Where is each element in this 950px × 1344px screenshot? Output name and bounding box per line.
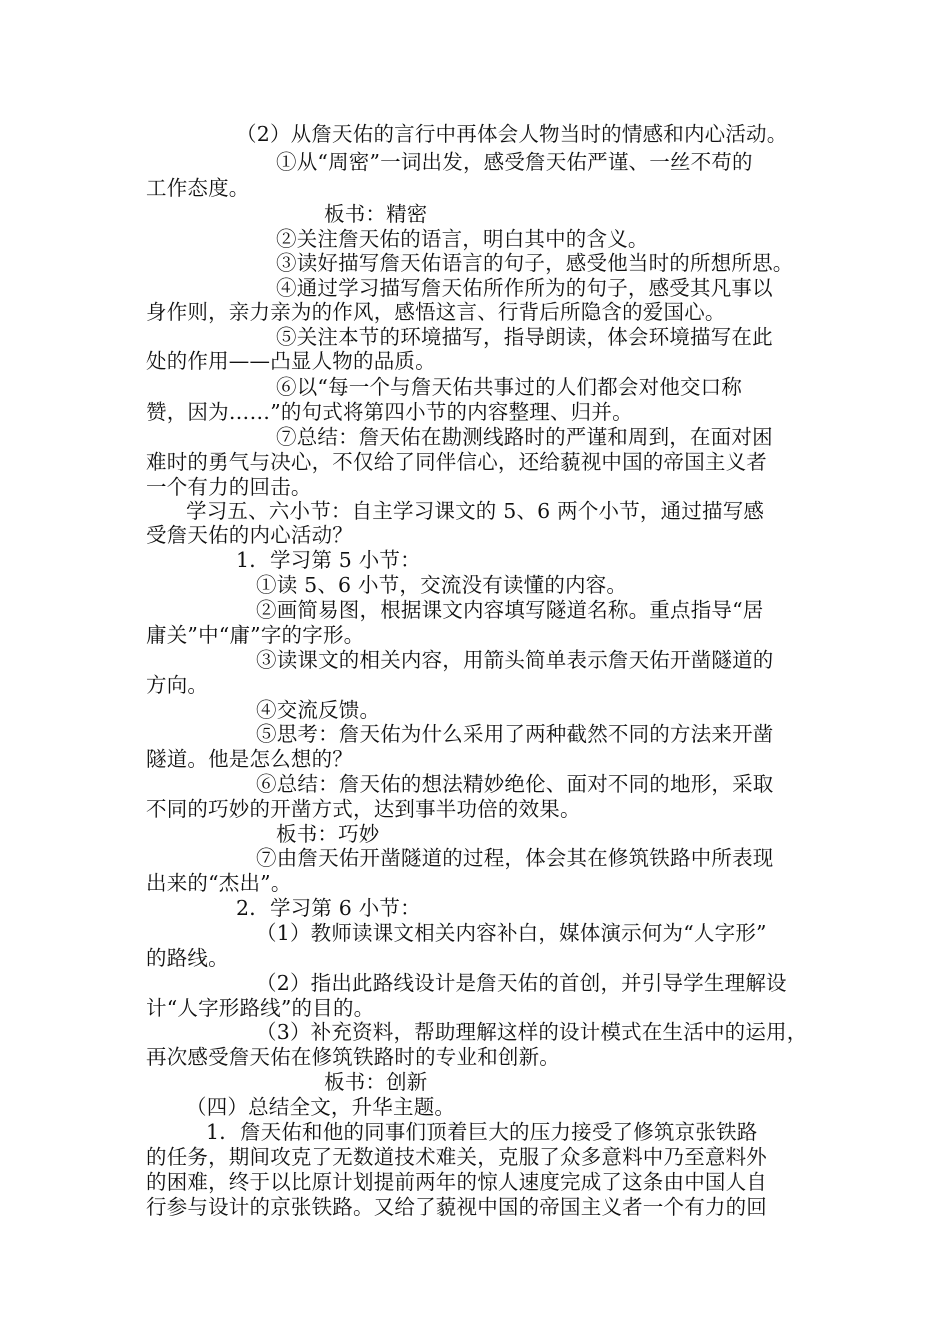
board-note: 板书：精密: [324, 202, 428, 226]
text-line: ⑥总结：詹天佑的想法精妙绝伦、面对不同的地形，采取: [256, 772, 774, 796]
text-line: 的路线。: [146, 946, 229, 970]
text-line: ②画简易图，根据课文内容填写隧道名称。重点指导“居: [256, 598, 764, 622]
board-note: 板书：创新: [324, 1070, 428, 1094]
text-line: ⑤关注本节的环境描写，指导朗读，体会环境描写在此: [276, 325, 773, 349]
text-line: 受詹天佑的内心活动？: [146, 523, 353, 547]
text-line: ⑦由詹天佑开凿隧道的过程，体会其在修筑铁路中所表现: [256, 846, 774, 870]
text-line: 计“人字形路线”的目的。: [146, 996, 375, 1020]
text-line: （2）指出此路线设计是詹天佑的首创，并引导学生理解设: [256, 971, 787, 995]
board-note: 板书：巧妙: [276, 822, 380, 846]
text-line: 方向。: [146, 673, 209, 697]
text-line: 身作则，亲力亲为的作风，感悟这言、行背后所隐含的爱国心。: [146, 300, 726, 324]
text-line: （2）从詹天佑的言行中再体会人物当时的情感和内心活动。: [236, 122, 788, 146]
text-line: ①读 5、6 小节，交流没有读懂的内容。: [256, 573, 628, 597]
text-line: ⑥以“每一个与詹天佑共事过的人们都会对他交口称: [276, 375, 743, 399]
text-line: 工作态度。: [146, 176, 250, 200]
text-line: 赞，因为……”的句式将第四小节的内容整理、归并。: [146, 400, 633, 424]
text-line: ③读好描写詹天佑语言的句子，感受他当时的所想所思。: [276, 251, 794, 275]
text-line: 不同的巧妙的开凿方式，达到事半功倍的效果。: [146, 797, 581, 821]
text-line: 一个有力的回击。: [146, 475, 312, 499]
text-line: （3）补充资料，帮助理解这样的设计模式在生活中的运用，: [256, 1020, 808, 1044]
subsection-heading: 2．学习第 6 小节：: [236, 896, 421, 920]
text-line: ⑦总结：詹天佑在勘测线路时的严谨和周到，在面对困: [276, 425, 773, 449]
text-line: 再次感受詹天佑在修筑铁路时的专业和创新。: [146, 1045, 560, 1069]
section-heading: 学习五、六小节：自主学习课文的 5、6 两个小节，通过描写感: [186, 499, 765, 523]
text-line: ①从“周密”一词出发，感受詹天佑严谨、一丝不苟的: [276, 150, 753, 174]
text-line: 的困难，终于以比原计划提前两年的惊人速度完成了这条由中国人自: [146, 1170, 767, 1194]
text-line: 处的作用——凸显人物的品质。: [146, 349, 436, 373]
text-line: ⑤思考：詹天佑为什么采用了两种截然不同的方法来开凿: [256, 722, 774, 746]
text-line: 出来的“杰出”。: [146, 871, 292, 895]
text-line: （1）教师读课文相关内容补白，媒体演示何为“人字形”: [256, 921, 767, 945]
section-heading: （四）总结全文，升华主题。: [186, 1095, 456, 1119]
text-line: 庸关”中“庸”字的字形。: [146, 623, 365, 647]
text-line: ④通过学习描写詹天佑所作所为的句子，感受其凡事以: [276, 276, 773, 300]
text-line: 隧道。他是怎么想的？: [146, 747, 353, 771]
text-line: 1．詹天佑和他的同事们顶着巨大的压力接受了修筑京张铁路: [206, 1120, 758, 1144]
text-line: 难时的勇气与决心，不仅给了同伴信心，还给藐视中国的帝国主义者: [146, 450, 767, 474]
text-line: ④交流反馈。: [256, 698, 381, 722]
text-line: 的任务，期间攻克了无数道技术难关，克服了众多意料中乃至意料外: [146, 1145, 767, 1169]
text-line: ③读课文的相关内容，用箭头简单表示詹天佑开凿隧道的: [256, 648, 774, 672]
text-line: ②关注詹天佑的语言，明白其中的含义。: [276, 227, 649, 251]
subsection-heading: 1．学习第 5 小节：: [236, 548, 421, 572]
text-line: 行参与设计的京张铁路。又给了藐视中国的帝国主义者一个有力的回: [146, 1195, 767, 1219]
